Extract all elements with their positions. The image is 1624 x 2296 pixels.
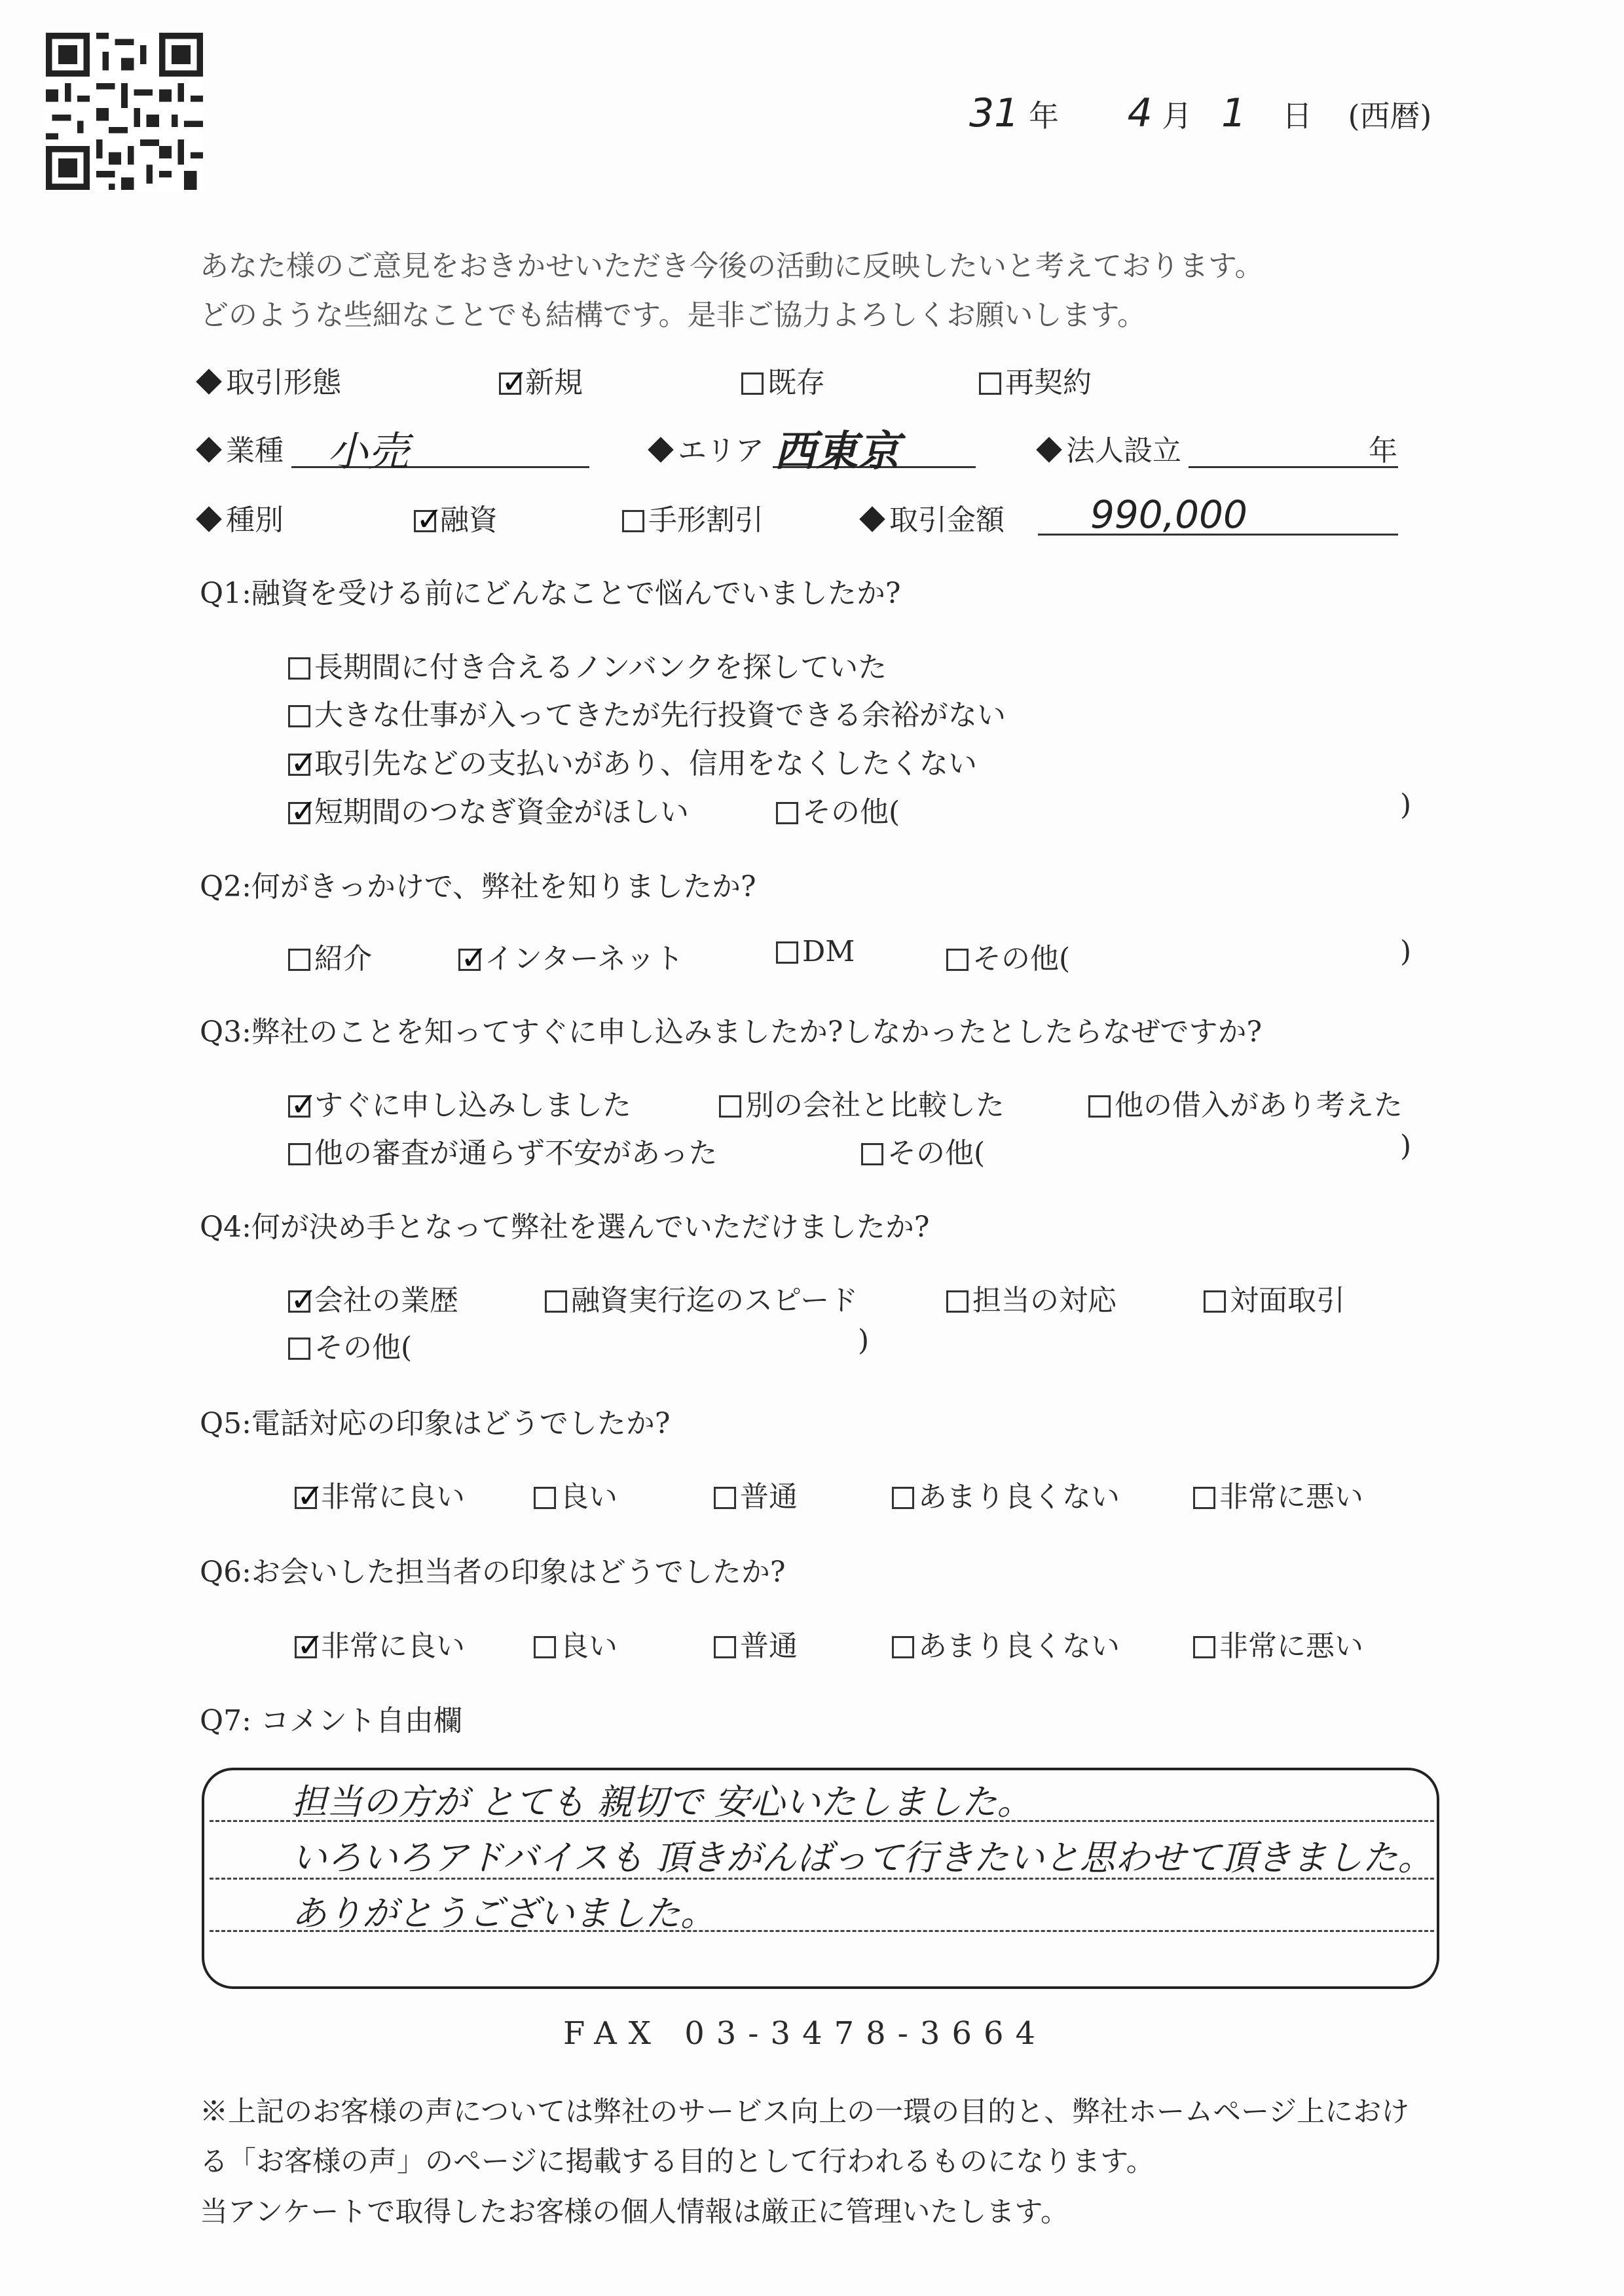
q5-option[interactable]: 普通 <box>714 1473 798 1515</box>
q3-option-other[interactable]: その他( <box>861 1129 985 1171</box>
checkbox-icon[interactable] <box>1204 1290 1226 1313</box>
checkbox-icon[interactable] <box>714 1487 736 1509</box>
q3-question: Q3:弊社のことを知ってすぐに申し込みましたか?しなかったとしたらなぜですか? <box>200 1015 1263 1049</box>
comment-line: いろいろアドバイスも 頂きがんばって行きたいと思わせて頂きました。 <box>291 1837 1433 1878</box>
checkbox-icon[interactable] <box>719 1095 741 1118</box>
established-label: 法人設立 <box>1040 427 1181 469</box>
intro-line-2: どのような些細なことでも結構です。是非ご協力よろしくお願いします。 <box>200 299 1146 332</box>
option-new[interactable]: ✓ 新規 <box>499 359 583 401</box>
checkbox-icon[interactable] <box>288 1143 310 1165</box>
q1-option[interactable]: 長期間に付き合えるノンバンクを探していた <box>288 644 887 685</box>
intro-line-1: あなた様のご意見をおきかせいただき今後の活動に反映したいと考えております。 <box>200 249 1264 283</box>
checkbox-icon[interactable] <box>1193 1636 1215 1658</box>
checkbox-icon[interactable] <box>892 1487 914 1509</box>
q3-option[interactable]: 他の借入があり考えた <box>1088 1082 1403 1123</box>
footer-line-1: ※上記のお客様の声については弊社のサービス向上の一環の目的と、弊社ホームページ上におけ <box>200 2096 1410 2128</box>
q6-option[interactable]: 非常に悪い <box>1193 1622 1363 1664</box>
q2-option[interactable]: 紹介 <box>288 935 372 977</box>
area-value[interactable]: 西東京 <box>774 428 900 476</box>
date-month: 4 <box>1127 90 1153 136</box>
option-recontract[interactable]: 再契約 <box>979 359 1092 401</box>
q6-option[interactable]: 良い <box>534 1622 618 1664</box>
checkbox-icon[interactable] <box>776 941 798 964</box>
fax-number: FAX 03-3478-3664 <box>563 2015 1048 2052</box>
diamond-bullet-icon <box>196 437 222 463</box>
q1-option[interactable]: 大きな仕事が入ってきたが先行投資できる余裕がない <box>288 691 1006 733</box>
option-bill-discount[interactable]: 手形割引 <box>622 496 764 538</box>
q5-option[interactable]: 良い <box>534 1473 618 1515</box>
diamond-bullet-icon <box>859 506 885 532</box>
checkbox-icon[interactable] <box>288 949 310 971</box>
comment-line: 担当の方が とても 親切で 安心いたしました。 <box>291 1781 1033 1823</box>
q2-option[interactable]: ✓ インターネット <box>458 935 684 977</box>
transaction-type-label: 取引形態 <box>200 359 341 401</box>
checkbox-icon[interactable] <box>714 1636 736 1658</box>
qr-code <box>46 33 203 190</box>
checkbox-icon[interactable] <box>534 1487 556 1509</box>
checkbox-icon[interactable] <box>946 949 969 971</box>
industry-label: 業種 <box>200 427 284 469</box>
checkbox-icon[interactable] <box>288 1338 310 1360</box>
checkbox-icon[interactable] <box>1193 1487 1215 1509</box>
q5-question: Q5:電話対応の印象はどうでしたか? <box>200 1407 671 1440</box>
q5-option[interactable]: あまり良くない <box>892 1473 1120 1515</box>
checkbox-icon[interactable] <box>288 1290 310 1313</box>
q1-question: Q1:融資を受ける前にどんなことで悩んでいましたか? <box>200 577 901 610</box>
q3-option[interactable]: ✓すぐに申し込みしました <box>288 1082 631 1123</box>
q1-option[interactable]: ✓短期間のつなぎ資金がほしい <box>288 788 689 830</box>
q6-option[interactable]: ✓非常に良い <box>295 1622 465 1664</box>
q4-option[interactable]: ✓会社の業歴 <box>288 1277 458 1319</box>
date-year: 31 <box>969 90 1020 136</box>
date-day: 1 <box>1221 90 1247 136</box>
q4-option[interactable]: 担当の対応 <box>946 1277 1116 1319</box>
date-header <box>969 90 1431 136</box>
q1-option-other[interactable]: その他( <box>776 788 900 830</box>
q5-option[interactable]: ✓非常に良い <box>295 1473 465 1515</box>
checkbox-icon[interactable] <box>946 1290 969 1313</box>
q4-option[interactable]: 融資実行迄のスピード <box>545 1277 858 1319</box>
amount-label: 取引金額 <box>863 496 1005 538</box>
q3-option[interactable]: 他の審査が通らず不安があった <box>288 1129 718 1171</box>
checkbox-icon[interactable] <box>288 1095 310 1118</box>
diamond-bullet-icon <box>648 437 674 463</box>
checkbox-icon[interactable] <box>741 373 764 395</box>
q6-question: Q6:お会いした担当者の印象はどうでしたか? <box>200 1556 786 1589</box>
footer-line-2: る「お客様の声」のページに掲載する目的として行われるものになります。 <box>200 2145 1154 2178</box>
diamond-bullet-icon <box>1036 437 1062 463</box>
q4-close-paren: ) <box>858 1324 870 1357</box>
q2-close-paren: ) <box>1400 935 1412 968</box>
checkbox-icon[interactable] <box>458 949 481 971</box>
comment-line: ありがとうございました。 <box>291 1893 716 1934</box>
q5-option[interactable]: 非常に悪い <box>1193 1473 1363 1515</box>
q4-option-other[interactable]: その他( <box>288 1324 412 1366</box>
q6-option[interactable]: あまり良くない <box>892 1622 1120 1664</box>
q7-question: Q7: コメント自由欄 <box>200 1704 462 1738</box>
day-label: 日 <box>1282 98 1312 134</box>
amount-value[interactable]: 990,000 <box>1090 492 1247 537</box>
checkbox-icon[interactable] <box>622 510 644 532</box>
checkbox-icon[interactable] <box>776 802 798 824</box>
established-unit: 年 <box>1369 434 1397 467</box>
checkbox-icon[interactable] <box>288 802 310 824</box>
checkbox-icon[interactable] <box>1088 1095 1111 1118</box>
q2-option-other[interactable]: その他( <box>946 935 1070 977</box>
month-label: 月 <box>1162 98 1192 134</box>
era-note: (西暦) <box>1348 98 1432 134</box>
checkbox-icon[interactable] <box>414 510 436 532</box>
q2-question: Q2:何がきっかけで、弊社を知りましたか? <box>200 870 756 903</box>
q3-close-paren: ) <box>1400 1129 1412 1163</box>
industry-value[interactable]: 小売 <box>327 428 409 475</box>
checkbox-icon[interactable] <box>545 1290 567 1313</box>
checkbox-icon[interactable] <box>979 373 1001 395</box>
checkbox-icon[interactable] <box>892 1636 914 1658</box>
q4-option[interactable]: 対面取引 <box>1204 1277 1345 1319</box>
diamond-bullet-icon <box>196 506 222 532</box>
year-label: 年 <box>1028 98 1059 134</box>
area-label: エリア <box>652 427 764 469</box>
q6-option[interactable]: 普通 <box>714 1622 798 1664</box>
footer-line-3: 当アンケートで取得したお客様の個人情報は厳正に管理いたします。 <box>200 2196 1069 2229</box>
established-underline <box>1189 466 1398 468</box>
q1-option[interactable]: ✓取引先などの支払いがあり、信用をなくしたくない <box>288 740 977 782</box>
checkbox-icon[interactable] <box>295 1487 317 1509</box>
option-loan[interactable]: ✓ 融資 <box>414 496 498 538</box>
kind-label: 種別 <box>200 496 284 538</box>
checkbox-icon[interactable] <box>288 705 310 727</box>
checkbox-icon[interactable] <box>288 754 310 776</box>
checkbox-icon[interactable] <box>861 1143 883 1165</box>
checkbox-icon[interactable] <box>534 1636 556 1658</box>
q3-option[interactable]: 別の会社と比較した <box>719 1082 1005 1123</box>
checkbox-icon[interactable] <box>295 1636 317 1658</box>
diamond-bullet-icon <box>196 369 222 395</box>
q2-option[interactable]: DM <box>776 935 855 968</box>
checkbox-icon[interactable] <box>288 657 310 680</box>
q4-question: Q4:何が決め手となって弊社を選んでいただけましたか? <box>200 1211 930 1244</box>
q1-close-paren: ) <box>1400 788 1412 822</box>
option-existing[interactable]: 既存 <box>741 359 825 401</box>
checkbox-icon[interactable] <box>499 373 521 395</box>
